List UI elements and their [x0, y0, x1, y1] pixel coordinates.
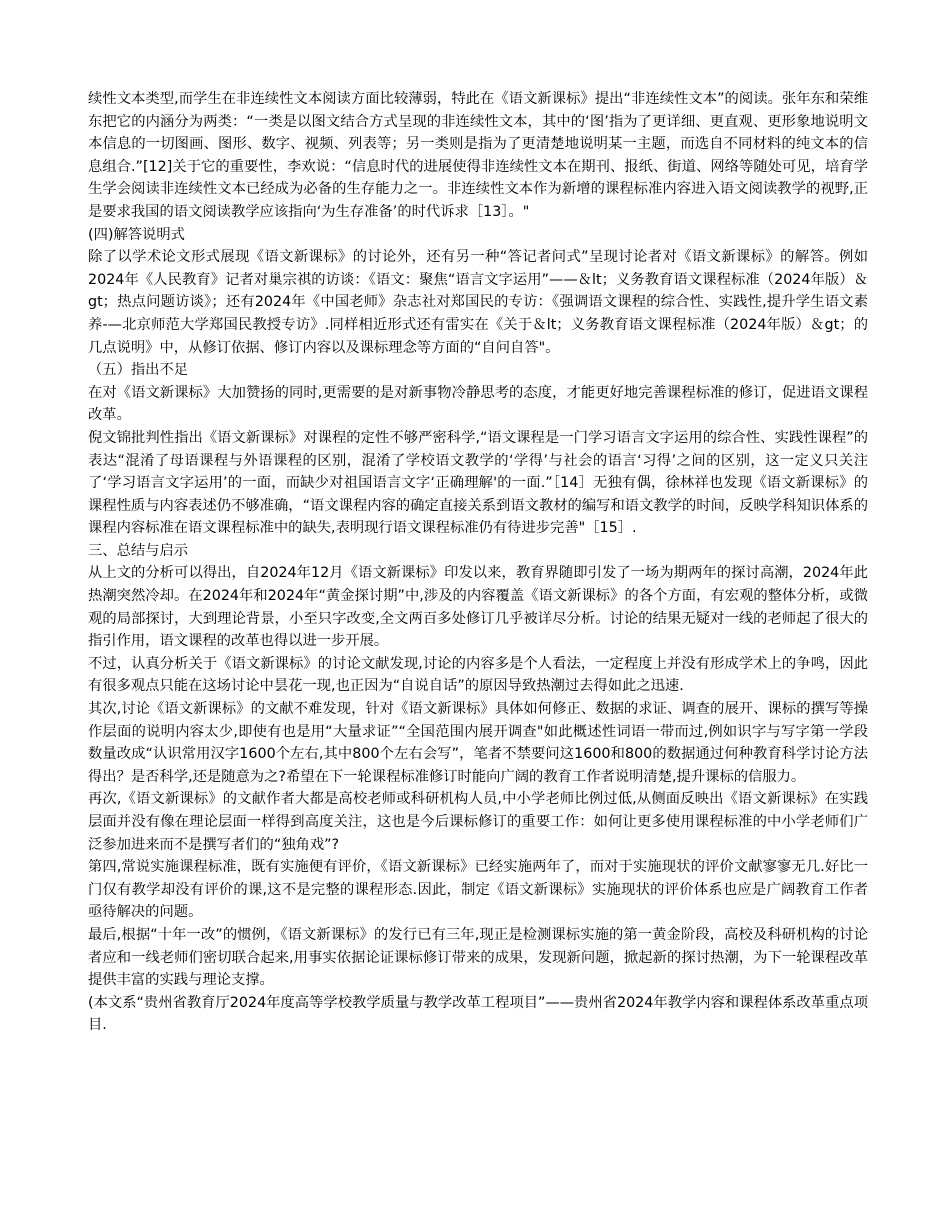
paragraph-summary: 从上文的分析可以得出，自2024年12月《语文新课标》印发以来，教育界随即引发了一场为期两年的探讨高潮，2024年此热潮突然冷却。在2024年和2024年“黄金探讨期”中,涉及的内容覆盖《语文新课标》的各个方面，有宏观的整体分析，或微观的局部探讨，大到理论背景，小至只字改变,全文两百多处修订几乎被详尽分析。讨论的结果无疑对一线的老师起了很大的指引作用，语文课程的改革也得以进一步开展。 — [88, 565, 868, 650]
paragraph-funding-note: (本文系“贵州省教育厅2024年度高等学校教学质量与教学改革工程项目”——贵州省2024年教学内容和课程体系改革重点项目. — [88, 994, 868, 1034]
document-body — [88, 88, 868, 1037]
paragraph-third-point: 再次,《语文新课标》的文献作者大都是高校老师或科研机构人员,中小学老师比例过低,从侧面反映出《语文新课标》在实践层面并没有像在理论层面一样得到高度关注，这也是今后课标修订的重要工作：如何让更多使用课程标准的中小学老师们广泛参加进来而不是撰写者们的“独角戏”? — [88, 791, 868, 853]
paragraph-fourth-point: 第四,常说实施课程标准，既有实施便有评价，《语文新课标》已经实施两年了，而对于实施现状的评价文献寥寥无几.好比一门仅有教学却没有评价的课,这不是完整的课程形态.因此，制定《语文新课标》实施现状的评价体系也应是广阔教育工作者亟待解决的问题。 — [88, 859, 868, 921]
paragraph-critique: 倪文锦批判性指出《语文新课标》对课程的定性不够严密科学,“语文课程是一门学习语言文字运用的综合性、实践性课程”的表达“混淆了母语课程与外语课程的区别，混淆了学校语文教学的‘学得’与社会的语言‘习得’之间的区别，这一定义只关注了‘学习语言文字运用’的一面，而缺少对祖国语言文字‘正确理解'的一面.”［14］无独有偶，徐林祥也发现《语文新课标》的课程性质与内容表述仍不够准确，“语文课程内容的确定直接关系到语文教材的编写和语文教学的时间，反映学科知识体系的课程内容标准在语文课程标准中的缺失,表明现行语文课程标准仍有待进步完善"［15］. — [88, 429, 868, 537]
paragraph-non-continuous-text: 续性文本类型,而学生在非连续性文本阅读方面比较薄弱，特此在《语文新课标》提出“非连续性文本”的阅读。张年东和荣维东把它的内涵分为两类：“一类是以图文结合方式呈现的非连续性文本，其中的‘图’指为了更详细、更直观、更形象地说明文本信息的一切图画、图形、数字、视频、列表等；另一类则是指为了更清楚地说明某一主题，而选自不同材料的纯文本的信息组合.”[12]关于它的重要性，李欢说：“信息时代的进展使得非连续性文本在期刊、报纸、街道、网络等随处可见，培育学生学会阅读非连续性文本已经成为必备的生存能力之一。非连续性文本作为新增的课程标准内容进入语文阅读教学的视野,正是要求我国的语文阅读教学应该指向‘为生存准备’的时代诉求［13］。" — [88, 91, 868, 220]
paragraph-first-point: 不过，认真分析关于《语文新课标》的讨论文献发现,讨论的内容多是个人看法，一定程度上并没有形成学术上的争鸣，因此有很多观点只能在这场讨论中昙花一现,也正因为“自说自话”的原因导致热潮过去得如此之迅速. — [88, 655, 868, 695]
section-heading-4: (四)解答说明式 — [88, 226, 185, 243]
paragraph-second-point: 其次,讨论《语文新课标》的文献不难发现，针对《语文新课标》具体如何修正、数据的求证、调查的展开、课标的撰写等操作层面的说明内容太少,即使有也是用“大量求证”“全国范围内展开调查"如此概述性词语一带而过,例如识字与写字第一学段数量改成“认识常用汉字1600个左右,其中800个左右会写”，笔者不禁要问这1600和800的数据通过何种教育科学讨论方法得出？是否科学,还是随意为之?希望在下一轮课程标准修订时能向广阔的教育工作者说明清楚,提升课标的信服力。 — [88, 701, 868, 785]
paragraph-interview-style: 除了以学术论文形式展现《语文新课标》的讨论外，还有另一种“答记者问式”呈现讨论者对《语文新课标》的解答。例如2024年《人民教育》记者对巢宗祺的访谈：《语文：聚焦“语言文字运用”——＆lt；义务教育语文课程标准（2024年版）＆gt；热点问题访谈》；还有2024年《中国老师》杂志社对郑国民的专访：《强调语文课程的综合性、实践性,提升学生语文素养-—北京师范大学郑国民教授专访》.同样相近形式还有雷实在《关于＆lt；义务教育语文课程标准（2024年版）＆gt；的几点说明》中，从修订依据、修订内容以及课标理念等方面的“自问自答"。 — [88, 249, 868, 356]
section-heading-5: （五）指出不足 — [88, 362, 189, 379]
paragraph-shortcomings-intro: 在对《语文新课标》大加赞扬的同时,更需要的是对新事物冷静思考的态度，才能更好地完善课程标准的修订，促进语文课程改革。 — [88, 384, 868, 424]
paragraph-final-point: 最后,根据“十年一改”的惯例，《语文新课标》的发行已有三年,现正是检测课标实施的第一黄金阶段，高校及科研机构的讨论者应和一线老师们密切联合起来,用事实依据论证课标修订带来的成果，发现新问题，掀起新的探讨热潮，为下一轮课程改革提供丰富的实践与理论支撑。 — [88, 926, 868, 989]
section-heading-conclusion: 三、总结与启示 — [88, 542, 189, 559]
